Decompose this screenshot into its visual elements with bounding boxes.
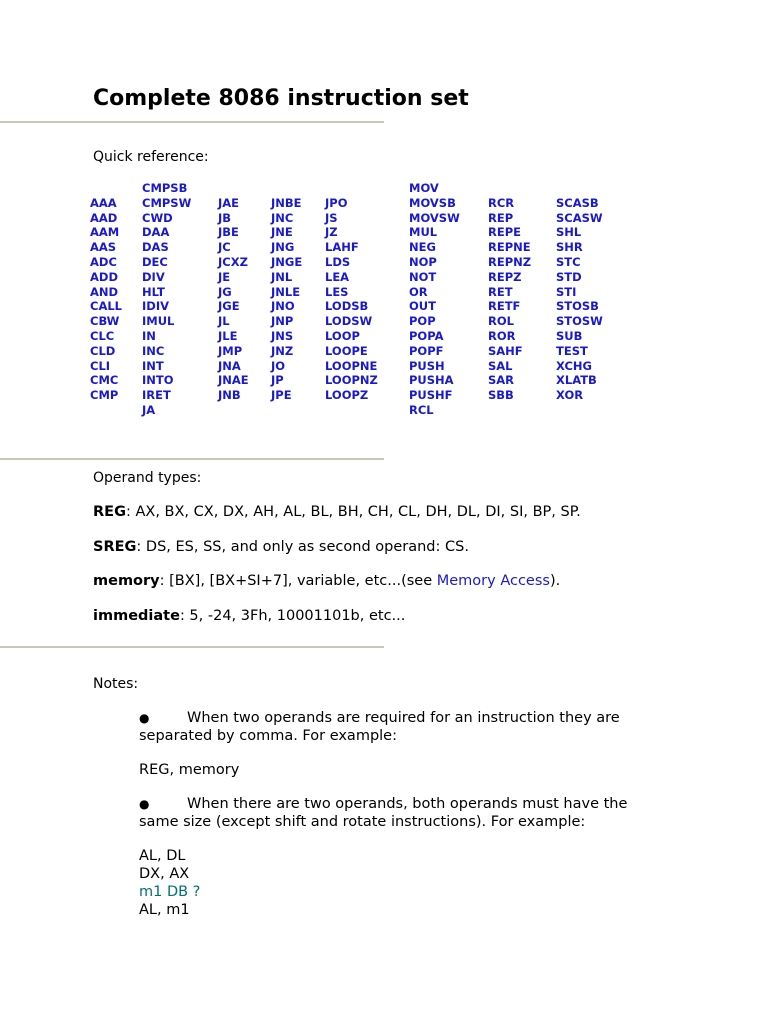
sreg-operand <box>93 539 469 555</box>
immediate-operand <box>93 608 405 624</box>
instruction-link-test[interactable]: TEST <box>556 343 588 358</box>
instruction-link-retf[interactable]: RETF <box>488 299 521 314</box>
example-2-line: AL, m1 <box>139 902 190 918</box>
instruction-link-sub[interactable]: SUB <box>556 328 583 343</box>
notes-label: Notes: <box>93 676 139 692</box>
instruction-link-jae[interactable]: JAE <box>218 195 240 210</box>
instruction-link-pusha[interactable]: PUSHA <box>409 373 454 388</box>
instruction-link-jnge[interactable]: JNGE <box>271 254 303 269</box>
instruction-column <box>218 181 249 403</box>
instruction-link-jl[interactable]: JL <box>218 314 230 329</box>
instruction-link-popf[interactable]: POPF <box>409 343 444 358</box>
instruction-column <box>325 181 378 403</box>
instruction-link-jng[interactable]: JNG <box>271 240 295 255</box>
instruction-link-cmpsb[interactable]: CMPSB <box>142 181 188 195</box>
instruction-link-mov[interactable]: MOV <box>409 181 439 195</box>
instruction-link-div[interactable]: DIV <box>142 269 165 284</box>
instruction-empty <box>488 181 531 196</box>
instruction-link-jna[interactable]: JNA <box>218 358 241 373</box>
instruction-link-jmp[interactable]: JMP <box>218 343 243 358</box>
instruction-column <box>90 181 122 403</box>
note-bullet-2 <box>139 795 679 831</box>
reg-description: : AX, BX, CX, DX, AH, AL, BL, BH, CH, CL, DH, DL, DI, SI, BP, SP. <box>125 504 581 520</box>
instruction-link-jnz[interactable]: JNZ <box>271 343 294 358</box>
instruction-link-rol[interactable]: ROL <box>488 314 514 329</box>
instruction-link-jp[interactable]: JP <box>271 373 284 388</box>
instruction-link-les[interactable]: LES <box>325 284 349 299</box>
instruction-column <box>142 181 191 418</box>
instruction-link-daa[interactable]: DAA <box>142 225 170 240</box>
instruction-link-js[interactable]: JS <box>325 210 338 225</box>
instruction-link-stosw[interactable]: STOSW <box>556 314 603 329</box>
instruction-link-xor[interactable]: XOR <box>556 388 584 403</box>
instruction-link-loopnz[interactable]: LOOPNZ <box>325 373 378 388</box>
instruction-link-call[interactable]: CALL <box>90 299 122 314</box>
instruction-empty <box>556 181 603 196</box>
instruction-link-or[interactable]: OR <box>409 284 428 299</box>
example-2-line: DX, AX <box>139 866 190 882</box>
instruction-column <box>271 181 302 403</box>
instruction-link-repe[interactable]: REPE <box>488 225 521 240</box>
instruction-link-lodsw[interactable]: LODSW <box>325 314 373 329</box>
instruction-link-jnp[interactable]: JNP <box>271 314 294 329</box>
memory-description-end: ). <box>549 573 561 589</box>
instruction-link-jpo[interactable]: JPO <box>325 195 348 210</box>
instruction-link-loop[interactable]: LOOP <box>325 328 360 343</box>
sreg-description: : DS, ES, SS, and only as second operand: CS. <box>136 539 469 555</box>
instruction-link-jg[interactable]: JG <box>218 284 232 299</box>
instruction-link-iret[interactable]: IRET <box>142 388 171 403</box>
instruction-link-jle[interactable]: JLE <box>218 328 238 343</box>
instruction-link-jb[interactable]: JB <box>218 210 232 225</box>
instruction-link-jnc[interactable]: JNC <box>271 210 294 225</box>
instruction-link-shr[interactable]: SHR <box>556 240 583 255</box>
note-2-line-1: When there are two operands, both operands must have the <box>187 796 628 812</box>
instruction-link-lds[interactable]: LDS <box>325 254 351 269</box>
instruction-link-lahf[interactable]: LAHF <box>325 240 359 255</box>
instruction-link-pop[interactable]: POP <box>409 314 436 329</box>
instruction-link-cli[interactable]: CLI <box>90 358 111 373</box>
instruction-link-aad[interactable]: AAD <box>90 210 118 225</box>
instruction-link-dec[interactable]: DEC <box>142 254 168 269</box>
instruction-link-scasb[interactable]: SCASB <box>556 195 599 210</box>
note-2-line-2: same size (except shift and rotate instructions). For example: <box>139 814 586 830</box>
reg-name: REG <box>93 504 126 520</box>
instruction-link-ret[interactable]: RET <box>488 284 513 299</box>
divider <box>0 458 384 460</box>
instruction-link-into[interactable]: INTO <box>142 373 174 388</box>
instruction-empty <box>325 181 378 196</box>
instruction-link-jnb[interactable]: JNB <box>218 388 241 403</box>
instruction-link-jc[interactable]: JC <box>218 240 231 255</box>
instruction-link-neg[interactable]: NEG <box>409 240 436 255</box>
instruction-link-cld[interactable]: CLD <box>90 343 116 358</box>
instruction-link-loopne[interactable]: LOOPNE <box>325 358 378 373</box>
instruction-link-lea[interactable]: LEA <box>325 269 350 284</box>
instruction-link-xchg[interactable]: XCHG <box>556 358 592 373</box>
instruction-empty <box>218 181 249 196</box>
instruction-link-sal[interactable]: SAL <box>488 358 513 373</box>
instruction-link-pushf[interactable]: PUSHF <box>409 388 453 403</box>
instruction-link-repz[interactable]: REPZ <box>488 269 522 284</box>
instruction-link-sar[interactable]: SAR <box>488 373 515 388</box>
instruction-link-ja[interactable]: JA <box>142 402 156 417</box>
instruction-link-repnz[interactable]: REPNZ <box>488 254 532 269</box>
instruction-link-stc[interactable]: STC <box>556 254 581 269</box>
instruction-link-idiv[interactable]: IDIV <box>142 299 170 314</box>
instruction-column <box>556 181 603 403</box>
sreg-name: SREG <box>93 539 137 555</box>
instruction-link-jns[interactable]: JNS <box>271 328 294 343</box>
instruction-link-and[interactable]: AND <box>90 284 119 299</box>
instruction-link-jbe[interactable]: JBE <box>218 225 239 240</box>
instruction-empty <box>90 181 122 196</box>
divider <box>0 646 384 648</box>
instruction-link-rep[interactable]: REP <box>488 210 514 225</box>
instruction-link-sbb[interactable]: SBB <box>488 388 514 403</box>
instruction-link-jo[interactable]: JO <box>271 358 286 373</box>
bullet-icon: ● <box>139 797 150 811</box>
instruction-link-aas[interactable]: AAS <box>90 240 117 255</box>
instruction-link-aam[interactable]: AAM <box>90 225 120 240</box>
instruction-link-cwd[interactable]: CWD <box>142 210 173 225</box>
instruction-link-in[interactable]: IN <box>142 328 156 343</box>
instruction-link-lodsb[interactable]: LODSB <box>325 299 369 314</box>
instruction-link-movsw[interactable]: MOVSW <box>409 210 460 225</box>
memory-description: : [BX], [BX+SI+7], variable, etc...(see <box>159 573 437 589</box>
instruction-link-push[interactable]: PUSH <box>409 358 445 373</box>
instruction-link-ror[interactable]: ROR <box>488 328 516 343</box>
example-1: REG, memory <box>139 762 240 778</box>
instruction-link-cmp[interactable]: CMP <box>90 388 119 403</box>
instruction-link-jz[interactable]: JZ <box>325 225 338 240</box>
example-2-declaration: m1 DB ? <box>139 884 201 900</box>
instruction-link-xlatb[interactable]: XLATB <box>556 373 597 388</box>
instruction-link-inc[interactable]: INC <box>142 343 165 358</box>
instruction-link-jge[interactable]: JGE <box>218 299 240 314</box>
instruction-link-hlt[interactable]: HLT <box>142 284 165 299</box>
instruction-link-rcl[interactable]: RCL <box>409 402 434 417</box>
page-title: Complete 8086 instruction set <box>93 86 469 111</box>
instruction-link-jpe[interactable]: JPE <box>271 388 292 403</box>
operand-types-label: Operand types: <box>93 470 202 486</box>
instruction-link-loopz[interactable]: LOOPZ <box>325 388 369 403</box>
instruction-link-rcr[interactable]: RCR <box>488 195 515 210</box>
instruction-link-sti[interactable]: STI <box>556 284 577 299</box>
instruction-link-imul[interactable]: IMUL <box>142 314 175 329</box>
instruction-link-sahf[interactable]: SAHF <box>488 343 523 358</box>
instruction-link-shl[interactable]: SHL <box>556 225 582 240</box>
instruction-link-jno[interactable]: JNO <box>271 299 295 314</box>
instruction-link-stosb[interactable]: STOSB <box>556 299 599 314</box>
instruction-column <box>488 181 531 403</box>
immediate-name: immediate <box>93 608 180 624</box>
example-2-line: AL, DL <box>139 848 186 864</box>
instruction-link-jnl[interactable]: JNL <box>271 269 293 284</box>
note-1-line-1: When two operands are required for an instruction they are <box>187 710 620 726</box>
instruction-link-loope[interactable]: LOOPE <box>325 343 368 358</box>
immediate-description: : 5, -24, 3Fh, 10001101b, etc... <box>179 608 406 624</box>
instruction-link-repne[interactable]: REPNE <box>488 240 531 255</box>
memory-access-link[interactable]: Memory Access <box>436 573 550 589</box>
instruction-link-movsb[interactable]: MOVSB <box>409 195 456 210</box>
instruction-column <box>409 181 460 418</box>
quick-reference-label: Quick reference: <box>93 149 209 165</box>
instruction-link-jnae[interactable]: JNAE <box>218 373 249 388</box>
instruction-link-jnle[interactable]: JNLE <box>271 284 301 299</box>
bullet-icon: ● <box>139 711 150 725</box>
memory-operand <box>93 573 560 589</box>
instruction-link-not[interactable]: NOT <box>409 269 437 284</box>
instruction-link-jnbe[interactable]: JNBE <box>271 195 302 210</box>
memory-name: memory <box>93 573 160 589</box>
instruction-empty <box>271 181 302 196</box>
reg-operand <box>93 504 581 520</box>
instruction-link-popa[interactable]: POPA <box>409 328 444 343</box>
note-1-line-2: separated by comma. For example: <box>139 728 397 744</box>
instruction-link-nop[interactable]: NOP <box>409 254 437 269</box>
instruction-link-jcxz[interactable]: JCXZ <box>218 254 248 269</box>
instruction-link-cmc[interactable]: CMC <box>90 373 119 388</box>
note-bullet-1 <box>139 709 679 745</box>
example-2-block <box>139 847 200 919</box>
instruction-link-cbw[interactable]: CBW <box>90 314 120 329</box>
instruction-link-mul[interactable]: MUL <box>409 225 438 240</box>
instruction-link-scasw[interactable]: SCASW <box>556 210 603 225</box>
instruction-link-clc[interactable]: CLC <box>90 328 115 343</box>
instruction-link-int[interactable]: INT <box>142 358 164 373</box>
instruction-link-je[interactable]: JE <box>218 269 231 284</box>
instruction-link-das[interactable]: DAS <box>142 240 169 255</box>
divider <box>0 121 384 123</box>
instruction-link-cmpsw[interactable]: CMPSW <box>142 195 192 210</box>
instruction-link-std[interactable]: STD <box>556 269 582 284</box>
instruction-link-adc[interactable]: ADC <box>90 254 117 269</box>
instruction-link-add[interactable]: ADD <box>90 269 118 284</box>
instruction-link-out[interactable]: OUT <box>409 299 436 314</box>
instruction-link-jne[interactable]: JNE <box>271 225 293 240</box>
instruction-link-aaa[interactable]: AAA <box>90 195 117 210</box>
